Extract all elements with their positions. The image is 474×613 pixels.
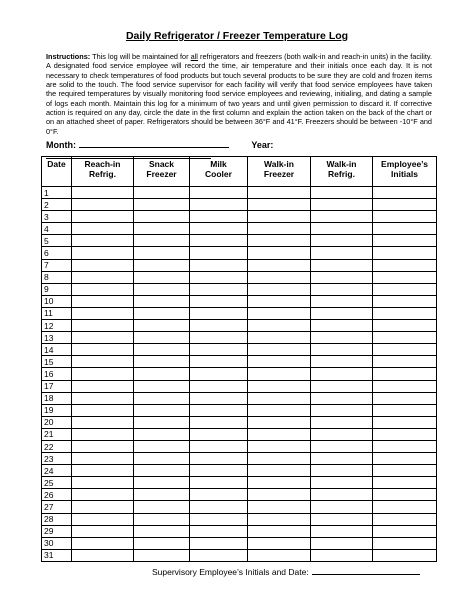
entry-cell-milk-cooler[interactable]	[190, 477, 248, 489]
entry-cell-employee-initials[interactable]	[373, 416, 437, 428]
entry-cell-milk-cooler[interactable]	[190, 428, 248, 440]
entry-cell-reach-in-refrig[interactable]	[72, 465, 134, 477]
month-entry-line[interactable]	[79, 139, 229, 148]
day-number: 30	[42, 537, 72, 549]
instructions-paragraph	[46, 52, 432, 136]
entry-cell-milk-cooler[interactable]	[190, 453, 248, 465]
day-number: 2	[42, 199, 72, 211]
entry-cell-walk-in-freezer[interactable]	[248, 368, 311, 380]
entry-cell-walk-in-freezer[interactable]	[248, 332, 311, 344]
entry-cell-employee-initials[interactable]	[373, 465, 437, 477]
entry-cell-walk-in-refrig[interactable]	[311, 453, 373, 465]
entry-cell-walk-in-refrig[interactable]	[311, 344, 373, 356]
entry-cell-walk-in-freezer[interactable]	[248, 465, 311, 477]
entry-cell-reach-in-refrig[interactable]	[72, 356, 134, 368]
column-header-line: Milk	[210, 159, 227, 169]
entry-cell-reach-in-refrig[interactable]	[72, 489, 134, 501]
entry-cell-snack-freezer[interactable]	[134, 211, 190, 223]
table-row	[42, 416, 437, 428]
entry-cell-snack-freezer[interactable]	[134, 223, 190, 235]
day-number: 20	[42, 416, 72, 428]
entry-cell-walk-in-freezer[interactable]	[248, 392, 311, 404]
entry-cell-employee-initials[interactable]	[373, 295, 437, 307]
entry-cell-snack-freezer[interactable]	[134, 477, 190, 489]
entry-cell-employee-initials[interactable]	[373, 453, 437, 465]
table-row	[42, 307, 437, 319]
entry-cell-walk-in-freezer[interactable]	[248, 525, 311, 537]
day-number: 3	[42, 211, 72, 223]
column-header-line: Walk-in	[264, 159, 294, 169]
entry-cell-reach-in-refrig[interactable]	[72, 416, 134, 428]
entry-cell-snack-freezer[interactable]	[134, 404, 190, 416]
entry-cell-walk-in-freezer[interactable]	[248, 537, 311, 549]
entry-cell-walk-in-freezer[interactable]	[248, 428, 311, 440]
entry-cell-milk-cooler[interactable]	[190, 549, 248, 561]
entry-cell-walk-in-freezer[interactable]	[248, 283, 311, 295]
entry-cell-walk-in-refrig[interactable]	[311, 380, 373, 392]
entry-cell-walk-in-refrig[interactable]	[311, 368, 373, 380]
entry-cell-walk-in-refrig[interactable]	[311, 247, 373, 259]
entry-cell-walk-in-refrig[interactable]	[311, 320, 373, 332]
table-row	[42, 259, 437, 271]
day-number: 10	[42, 295, 72, 307]
entry-cell-walk-in-refrig[interactable]	[311, 525, 373, 537]
entry-cell-employee-initials[interactable]	[373, 392, 437, 404]
entry-cell-employee-initials[interactable]	[373, 211, 437, 223]
entry-cell-walk-in-refrig[interactable]	[311, 537, 373, 549]
table-row	[42, 428, 437, 440]
instructions-label: Instructions:	[46, 52, 91, 61]
table-row	[42, 223, 437, 235]
day-number: 7	[42, 259, 72, 271]
table-row	[42, 211, 437, 223]
table-row	[42, 513, 437, 525]
column-header-line: Initials	[391, 169, 418, 179]
entry-cell-milk-cooler[interactable]	[190, 199, 248, 211]
column-header-reach-in-refrig	[72, 157, 134, 187]
entry-cell-reach-in-refrig[interactable]	[72, 259, 134, 271]
table-row	[42, 187, 437, 199]
day-number: 14	[42, 344, 72, 356]
entry-cell-walk-in-freezer[interactable]	[248, 453, 311, 465]
entry-cell-snack-freezer[interactable]	[134, 344, 190, 356]
column-header-snack-freezer	[134, 157, 190, 187]
entry-cell-snack-freezer[interactable]	[134, 428, 190, 440]
entry-cell-employee-initials[interactable]	[373, 513, 437, 525]
entry-cell-walk-in-refrig[interactable]	[311, 307, 373, 319]
entry-cell-milk-cooler[interactable]	[190, 416, 248, 428]
column-header-line: Reach-in	[84, 159, 121, 169]
table-row	[42, 489, 437, 501]
table-row	[42, 368, 437, 380]
month-label: Month:	[46, 140, 76, 150]
day-number: 26	[42, 489, 72, 501]
day-number: 27	[42, 501, 72, 513]
entry-cell-milk-cooler[interactable]	[190, 465, 248, 477]
entry-cell-snack-freezer[interactable]	[134, 187, 190, 199]
day-number: 16	[42, 368, 72, 380]
entry-cell-reach-in-refrig[interactable]	[72, 235, 134, 247]
day-number: 23	[42, 453, 72, 465]
entry-cell-walk-in-refrig[interactable]	[311, 259, 373, 271]
entry-cell-reach-in-refrig[interactable]	[72, 211, 134, 223]
entry-cell-walk-in-refrig[interactable]	[311, 501, 373, 513]
entry-cell-milk-cooler[interactable]	[190, 295, 248, 307]
table-header-row	[42, 157, 437, 187]
entry-cell-employee-initials[interactable]	[373, 525, 437, 537]
entry-cell-reach-in-refrig[interactable]	[72, 332, 134, 344]
entry-cell-snack-freezer[interactable]	[134, 332, 190, 344]
entry-cell-walk-in-refrig[interactable]	[311, 223, 373, 235]
entry-cell-walk-in-refrig[interactable]	[311, 356, 373, 368]
column-header-line: Refrig.	[328, 169, 355, 179]
entry-cell-snack-freezer[interactable]	[134, 489, 190, 501]
entry-cell-milk-cooler[interactable]	[190, 513, 248, 525]
entry-cell-milk-cooler[interactable]	[190, 211, 248, 223]
table-row	[42, 453, 437, 465]
entry-cell-snack-freezer[interactable]	[134, 416, 190, 428]
entry-cell-employee-initials[interactable]	[373, 440, 437, 452]
entry-cell-reach-in-refrig[interactable]	[72, 223, 134, 235]
entry-cell-walk-in-freezer[interactable]	[248, 271, 311, 283]
column-header-employee-initials	[373, 157, 437, 187]
entry-cell-walk-in-refrig[interactable]	[311, 428, 373, 440]
entry-cell-milk-cooler[interactable]	[190, 235, 248, 247]
entry-cell-milk-cooler[interactable]	[190, 320, 248, 332]
entry-cell-walk-in-refrig[interactable]	[311, 440, 373, 452]
entry-cell-snack-freezer[interactable]	[134, 440, 190, 452]
entry-cell-walk-in-freezer[interactable]	[248, 235, 311, 247]
entry-cell-walk-in-refrig[interactable]	[311, 549, 373, 561]
entry-cell-employee-initials[interactable]	[373, 428, 437, 440]
entry-cell-walk-in-freezer[interactable]	[248, 223, 311, 235]
entry-cell-walk-in-refrig[interactable]	[311, 416, 373, 428]
table-row	[42, 344, 437, 356]
supervisor-signoff	[152, 566, 420, 577]
table-body	[42, 187, 437, 562]
entry-cell-walk-in-refrig[interactable]	[311, 513, 373, 525]
day-number: 9	[42, 283, 72, 295]
day-number: 21	[42, 428, 72, 440]
entry-cell-snack-freezer[interactable]	[134, 525, 190, 537]
log-title: Daily Refrigerator / Freezer Temperature Log	[125, 30, 349, 42]
day-number: 8	[42, 271, 72, 283]
entry-cell-employee-initials[interactable]	[373, 187, 437, 199]
entry-cell-walk-in-refrig[interactable]	[311, 465, 373, 477]
column-header-line: Refrig.	[89, 169, 116, 179]
instructions-emphasis: all	[190, 52, 198, 61]
table-row	[42, 283, 437, 295]
day-number: 6	[42, 247, 72, 259]
entry-cell-employee-initials[interactable]	[373, 549, 437, 561]
day-number: 22	[42, 440, 72, 452]
entry-cell-reach-in-refrig[interactable]	[72, 187, 134, 199]
day-number: 5	[42, 235, 72, 247]
entry-cell-employee-initials[interactable]	[373, 332, 437, 344]
table-row	[42, 332, 437, 344]
entry-cell-reach-in-refrig[interactable]	[72, 404, 134, 416]
entry-cell-snack-freezer[interactable]	[134, 235, 190, 247]
entry-cell-walk-in-refrig[interactable]	[311, 404, 373, 416]
entry-cell-walk-in-freezer[interactable]	[248, 477, 311, 489]
entry-cell-reach-in-refrig[interactable]	[72, 513, 134, 525]
entry-cell-walk-in-freezer[interactable]	[248, 513, 311, 525]
day-number: 13	[42, 332, 72, 344]
entry-cell-reach-in-refrig[interactable]	[72, 477, 134, 489]
column-header-line: Freezer	[263, 169, 295, 179]
entry-cell-reach-in-refrig[interactable]	[72, 247, 134, 259]
entry-cell-reach-in-refrig[interactable]	[72, 320, 134, 332]
entry-cell-milk-cooler[interactable]	[190, 392, 248, 404]
day-number: 25	[42, 477, 72, 489]
table-row	[42, 356, 437, 368]
entry-cell-snack-freezer[interactable]	[134, 247, 190, 259]
entry-cell-walk-in-freezer[interactable]	[248, 380, 311, 392]
entry-cell-reach-in-refrig[interactable]	[72, 283, 134, 295]
entry-cell-snack-freezer[interactable]	[134, 307, 190, 319]
entry-cell-walk-in-freezer[interactable]	[248, 211, 311, 223]
entry-cell-walk-in-freezer[interactable]	[248, 489, 311, 501]
table-row	[42, 295, 437, 307]
day-number: 29	[42, 525, 72, 537]
entry-cell-employee-initials[interactable]	[373, 404, 437, 416]
entry-cell-milk-cooler[interactable]	[190, 332, 248, 344]
entry-cell-milk-cooler[interactable]	[190, 259, 248, 271]
entry-cell-reach-in-refrig[interactable]	[72, 537, 134, 549]
entry-cell-snack-freezer[interactable]	[134, 259, 190, 271]
column-header-line: Snack	[148, 159, 175, 169]
entry-cell-snack-freezer[interactable]	[134, 549, 190, 561]
entry-cell-walk-in-refrig[interactable]	[311, 235, 373, 247]
entry-cell-snack-freezer[interactable]	[134, 271, 190, 283]
day-number: 15	[42, 356, 72, 368]
entry-cell-milk-cooler[interactable]	[190, 489, 248, 501]
table-row	[42, 501, 437, 513]
entry-cell-walk-in-freezer[interactable]	[248, 344, 311, 356]
entry-cell-reach-in-refrig[interactable]	[72, 453, 134, 465]
entry-cell-snack-freezer[interactable]	[134, 356, 190, 368]
entry-cell-walk-in-freezer[interactable]	[248, 247, 311, 259]
table-row	[42, 392, 437, 404]
entry-cell-walk-in-freezer[interactable]	[248, 440, 311, 452]
entry-cell-reach-in-refrig[interactable]	[72, 549, 134, 561]
entry-cell-employee-initials[interactable]	[373, 489, 437, 501]
entry-cell-reach-in-refrig[interactable]	[72, 307, 134, 319]
column-header-line: Employee’s	[381, 159, 428, 169]
table-row	[42, 477, 437, 489]
entry-cell-employee-initials[interactable]	[373, 368, 437, 380]
column-header-milk-cooler	[190, 157, 248, 187]
entry-cell-walk-in-refrig[interactable]	[311, 295, 373, 307]
table-row	[42, 525, 437, 537]
entry-cell-milk-cooler[interactable]	[190, 440, 248, 452]
entry-cell-walk-in-freezer[interactable]	[248, 199, 311, 211]
entry-cell-milk-cooler[interactable]	[190, 525, 248, 537]
entry-cell-reach-in-refrig[interactable]	[72, 199, 134, 211]
instructions-text-start: This log will be maintained for	[90, 52, 191, 61]
entry-cell-walk-in-refrig[interactable]	[311, 283, 373, 295]
entry-cell-walk-in-freezer[interactable]	[248, 501, 311, 513]
entry-cell-walk-in-refrig[interactable]	[311, 199, 373, 211]
entry-cell-snack-freezer[interactable]	[134, 368, 190, 380]
day-number: 1	[42, 187, 72, 199]
entry-cell-snack-freezer[interactable]	[134, 320, 190, 332]
entry-cell-walk-in-freezer[interactable]	[248, 295, 311, 307]
entry-cell-reach-in-refrig[interactable]	[72, 271, 134, 283]
supervisor-label: Supervisory Employee’s Initials and Date:	[152, 567, 309, 577]
entry-cell-reach-in-refrig[interactable]	[72, 344, 134, 356]
entry-cell-walk-in-freezer[interactable]	[248, 320, 311, 332]
table-row	[42, 320, 437, 332]
entry-cell-milk-cooler[interactable]	[190, 187, 248, 199]
entry-cell-snack-freezer[interactable]	[134, 537, 190, 549]
entry-cell-milk-cooler[interactable]	[190, 380, 248, 392]
entry-cell-milk-cooler[interactable]	[190, 223, 248, 235]
table-row	[42, 404, 437, 416]
table-row	[42, 271, 437, 283]
table-row	[42, 235, 437, 247]
column-header-line: Cooler	[205, 169, 232, 179]
entry-cell-milk-cooler[interactable]	[190, 356, 248, 368]
entry-cell-employee-initials[interactable]	[373, 259, 437, 271]
column-header-date	[42, 157, 72, 187]
entry-cell-snack-freezer[interactable]	[134, 501, 190, 513]
column-header-line: Date	[47, 159, 66, 169]
table-row	[42, 247, 437, 259]
entry-cell-reach-in-refrig[interactable]	[72, 295, 134, 307]
entry-cell-snack-freezer[interactable]	[134, 199, 190, 211]
day-number: 24	[42, 465, 72, 477]
entry-cell-milk-cooler[interactable]	[190, 537, 248, 549]
entry-cell-walk-in-freezer[interactable]	[248, 549, 311, 561]
entry-cell-walk-in-refrig[interactable]	[311, 477, 373, 489]
entry-cell-snack-freezer[interactable]	[134, 295, 190, 307]
entry-cell-reach-in-refrig[interactable]	[72, 368, 134, 380]
day-number: 4	[42, 223, 72, 235]
entry-cell-walk-in-freezer[interactable]	[248, 404, 311, 416]
entry-cell-employee-initials[interactable]	[373, 356, 437, 368]
entry-cell-employee-initials[interactable]	[373, 501, 437, 513]
entry-cell-milk-cooler[interactable]	[190, 501, 248, 513]
entry-cell-employee-initials[interactable]	[373, 271, 437, 283]
entry-cell-walk-in-refrig[interactable]	[311, 187, 373, 199]
day-number: 12	[42, 320, 72, 332]
day-number: 28	[42, 513, 72, 525]
entry-cell-employee-initials[interactable]	[373, 380, 437, 392]
entry-cell-walk-in-freezer[interactable]	[248, 416, 311, 428]
entry-cell-walk-in-refrig[interactable]	[311, 332, 373, 344]
entry-cell-milk-cooler[interactable]	[190, 344, 248, 356]
table-row	[42, 549, 437, 561]
entry-cell-walk-in-freezer[interactable]	[248, 356, 311, 368]
entry-cell-reach-in-refrig[interactable]	[72, 525, 134, 537]
entry-cell-employee-initials[interactable]	[373, 344, 437, 356]
entry-cell-milk-cooler[interactable]	[190, 247, 248, 259]
day-number: 18	[42, 392, 72, 404]
entry-cell-walk-in-refrig[interactable]	[311, 392, 373, 404]
day-number: 11	[42, 307, 72, 319]
column-header-line: Freezer	[146, 169, 177, 179]
entry-cell-walk-in-freezer[interactable]	[248, 307, 311, 319]
entry-cell-employee-initials[interactable]	[373, 223, 437, 235]
entry-cell-employee-initials[interactable]	[373, 537, 437, 549]
entry-cell-walk-in-freezer[interactable]	[248, 187, 311, 199]
entry-cell-snack-freezer[interactable]	[134, 283, 190, 295]
entry-cell-reach-in-refrig[interactable]	[72, 428, 134, 440]
entry-cell-walk-in-freezer[interactable]	[248, 259, 311, 271]
day-number: 19	[42, 404, 72, 416]
day-number: 31	[42, 549, 72, 561]
table-row	[42, 380, 437, 392]
table-row	[42, 440, 437, 452]
entry-cell-milk-cooler[interactable]	[190, 307, 248, 319]
entry-cell-employee-initials[interactable]	[373, 235, 437, 247]
entry-cell-snack-freezer[interactable]	[134, 380, 190, 392]
entry-cell-employee-initials[interactable]	[373, 283, 437, 295]
entry-cell-reach-in-refrig[interactable]	[72, 440, 134, 452]
instructions-text-rest: refrigerators and freezers (both walk-in and reach-in units) in the facility. A designated food service employee will record the time, air temperature and their initials once each day. It is not necessary to check temperatures of food products but touch several products to be sure they are cold and frozen items are solid to the touch. The food service supervisor for each facility will verify that food service employees have taken the required temperatures by visually monitoring food service employees and reviewing, initialing, and dating a sample of logs each month. Maintain this log for a minimum of two years and until given permission to discard it. If corrective action is required on any day, circle the date in the first column and explain the action taken on the back of the chart or on an attached sheet of paper. Refrigerators should be between 36°F and 41°F. Freezers should be between -10°F and 0°F.	[46, 52, 433, 136]
column-header-walk-in-freezer	[248, 157, 311, 187]
temperature-log-table	[41, 156, 437, 562]
entry-cell-walk-in-refrig[interactable]	[311, 271, 373, 283]
entry-cell-reach-in-refrig[interactable]	[72, 380, 134, 392]
entry-cell-milk-cooler[interactable]	[190, 283, 248, 295]
entry-cell-employee-initials[interactable]	[373, 307, 437, 319]
column-header-line: Walk-in	[326, 159, 357, 169]
entry-cell-milk-cooler[interactable]	[190, 368, 248, 380]
entry-cell-employee-initials[interactable]	[373, 199, 437, 211]
entry-cell-walk-in-refrig[interactable]	[311, 211, 373, 223]
table-row	[42, 537, 437, 549]
entry-cell-reach-in-refrig[interactable]	[72, 501, 134, 513]
entry-cell-employee-initials[interactable]	[373, 247, 437, 259]
entry-cell-reach-in-refrig[interactable]	[72, 392, 134, 404]
supervisor-entry-line[interactable]	[312, 566, 420, 575]
entry-cell-snack-freezer[interactable]	[134, 465, 190, 477]
entry-cell-employee-initials[interactable]	[373, 320, 437, 332]
year-label: Year:	[251, 140, 274, 150]
table-row	[42, 465, 437, 477]
entry-cell-employee-initials[interactable]	[373, 477, 437, 489]
entry-cell-milk-cooler[interactable]	[190, 404, 248, 416]
entry-cell-snack-freezer[interactable]	[134, 453, 190, 465]
entry-cell-walk-in-refrig[interactable]	[311, 489, 373, 501]
entry-cell-snack-freezer[interactable]	[134, 513, 190, 525]
table-row	[42, 199, 437, 211]
entry-cell-milk-cooler[interactable]	[190, 271, 248, 283]
day-number: 17	[42, 380, 72, 392]
column-header-walk-in-refrig	[311, 157, 373, 187]
entry-cell-snack-freezer[interactable]	[134, 392, 190, 404]
